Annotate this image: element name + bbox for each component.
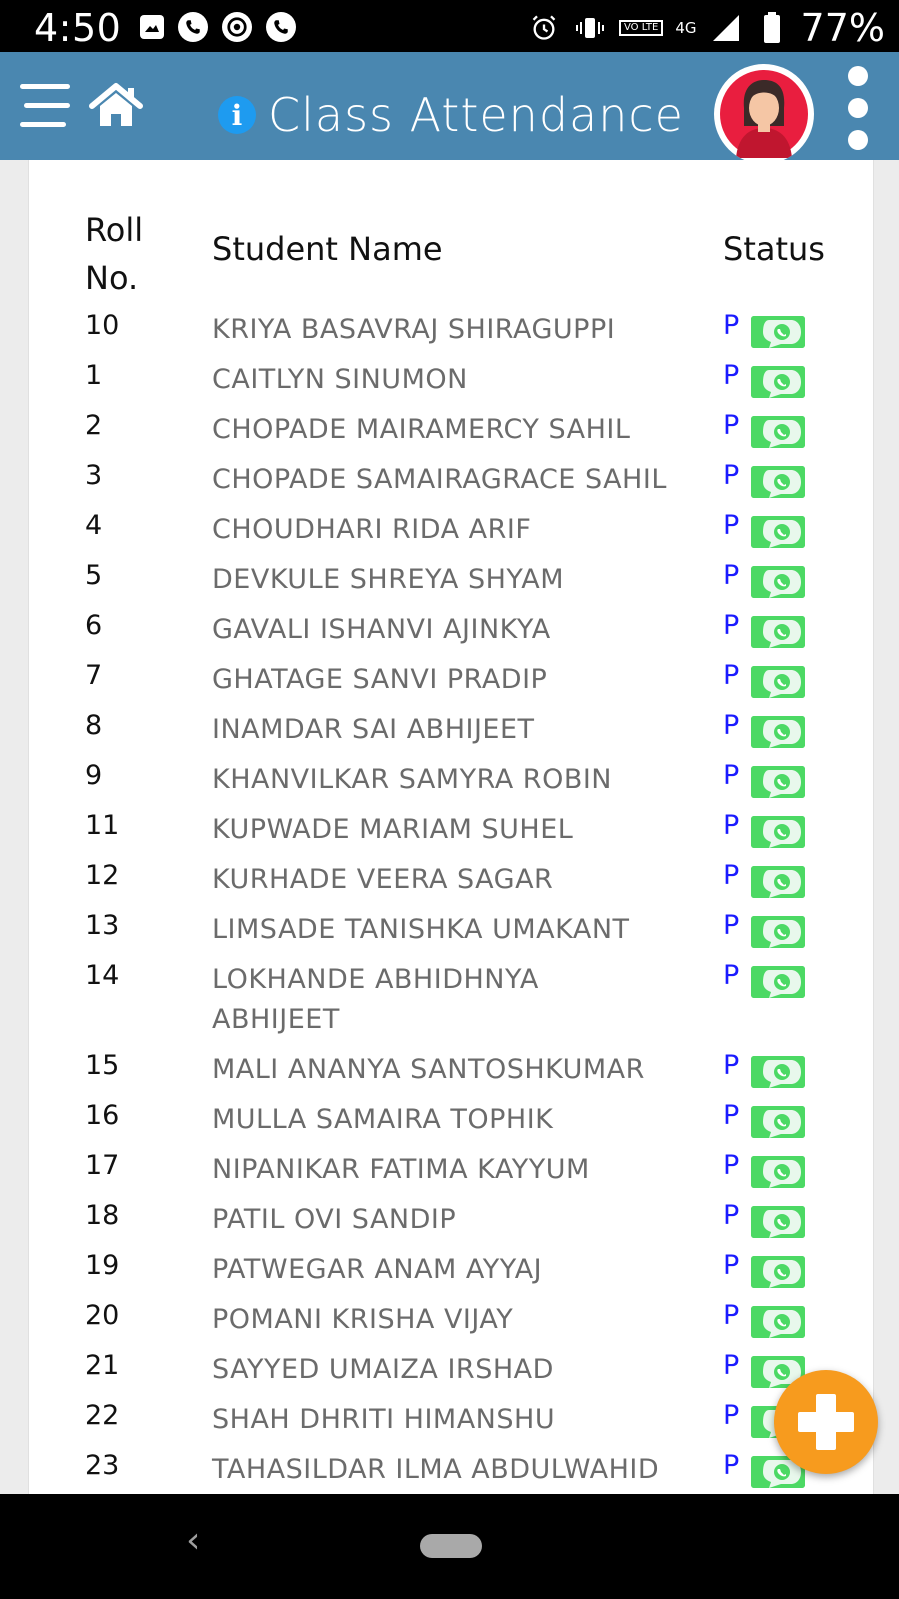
whatsapp-icon[interactable] <box>751 816 805 848</box>
gallery-icon <box>140 15 164 39</box>
student-name: KURHADE VEERA SAGAR <box>212 864 554 895</box>
table-row <box>29 810 873 860</box>
roll-number: 5 <box>85 560 103 591</box>
status-present[interactable]: P <box>723 1250 740 1281</box>
table-row <box>29 960 873 1035</box>
roll-number: 8 <box>85 710 103 741</box>
whatsapp-icon[interactable] <box>751 416 805 448</box>
status-present[interactable]: P <box>723 560 740 591</box>
student-name: CHOPADE MAIRAMERCY SAHIL <box>212 414 631 445</box>
status-present[interactable]: P <box>723 310 740 341</box>
table-row <box>29 1050 873 1100</box>
roll-number: 16 <box>85 1100 120 1131</box>
info-icon[interactable]: i <box>218 96 256 134</box>
hamburger-icon[interactable] <box>20 84 70 130</box>
status-present[interactable]: P <box>723 510 740 541</box>
roll-number: 21 <box>85 1350 120 1381</box>
app-bar <box>0 52 899 160</box>
whatsapp-icon[interactable] <box>751 766 805 798</box>
table-row <box>29 710 873 760</box>
student-name: MALI ANANYA SANTOSHKUMAR <box>212 1054 645 1085</box>
student-name: PATIL OVI SANDIP <box>212 1204 457 1235</box>
status-present[interactable]: P <box>723 1150 740 1181</box>
whatsapp-icon[interactable] <box>751 1206 805 1238</box>
home-pill[interactable] <box>420 1534 482 1558</box>
status-present[interactable]: P <box>723 760 740 791</box>
roll-number: 18 <box>85 1200 120 1231</box>
alarm-icon <box>527 11 561 45</box>
status-present[interactable]: P <box>723 660 740 691</box>
status-present[interactable]: P <box>723 1100 740 1131</box>
student-name: LOKHANDE ABHIDHNYA ABHIJEET <box>212 964 539 1035</box>
table-row <box>29 1350 873 1400</box>
table-row <box>29 610 873 660</box>
roll-number: 11 <box>85 810 120 841</box>
roll-number: 15 <box>85 1050 120 1081</box>
whatsapp-icon[interactable] <box>751 1256 805 1288</box>
vibrate-icon <box>573 11 607 45</box>
table-row <box>29 1100 873 1150</box>
table-row <box>29 760 873 810</box>
student-name: KUPWADE MARIAM SUHEL <box>212 814 574 845</box>
status-present[interactable]: P <box>723 460 740 491</box>
system-nav-bar <box>0 1494 899 1599</box>
roll-number: 13 <box>85 910 120 941</box>
whatsapp-icon[interactable] <box>751 566 805 598</box>
roll-number: 22 <box>85 1400 120 1431</box>
header-status: Status <box>723 230 825 268</box>
whatsapp-icon[interactable] <box>751 366 805 398</box>
student-name: PATWEGAR ANAM AYYAJ <box>212 1254 543 1285</box>
status-present[interactable]: P <box>723 1050 740 1081</box>
status-present[interactable]: P <box>723 1200 740 1231</box>
whatsapp-icon[interactable] <box>751 666 805 698</box>
back-icon[interactable]: ‹ <box>186 1520 201 1561</box>
roll-number: 10 <box>85 310 120 341</box>
phone-icon <box>178 12 208 42</box>
table-row <box>29 860 873 910</box>
student-name: SAYYED UMAIZA IRSHAD <box>212 1354 554 1385</box>
student-name: POMANI KRISHA VIJAY <box>212 1304 514 1335</box>
table-row <box>29 1150 873 1200</box>
table-row <box>29 660 873 710</box>
phone-icon <box>266 12 296 42</box>
student-name: INAMDAR SAI ABHIJEET <box>212 714 535 745</box>
table-row <box>29 1250 873 1300</box>
signal-icon <box>709 11 743 45</box>
student-name: GHATAGE SANVI PRADIP <box>212 664 548 695</box>
roll-number: 23 <box>85 1450 120 1481</box>
attendance-card <box>28 160 874 1494</box>
notification-icons <box>140 12 296 42</box>
chrome-icon <box>222 12 252 42</box>
kebab-menu-icon[interactable] <box>848 66 870 162</box>
student-name: CAITLYN SINUMON <box>212 364 468 395</box>
whatsapp-icon[interactable] <box>751 716 805 748</box>
status-present[interactable]: P <box>723 610 740 641</box>
status-present[interactable]: P <box>723 410 740 441</box>
roll-number: 9 <box>85 760 103 791</box>
status-present[interactable]: P <box>723 1400 740 1431</box>
student-name: SHAH DHRITI HIMANSHU <box>212 1404 556 1435</box>
whatsapp-icon[interactable] <box>751 916 805 948</box>
roll-number: 20 <box>85 1300 120 1331</box>
status-present[interactable]: P <box>723 960 740 991</box>
volte-badge: VO LTE <box>619 20 663 36</box>
status-bar <box>0 0 899 52</box>
status-present[interactable]: P <box>723 810 740 841</box>
table-row <box>29 460 873 510</box>
whatsapp-icon[interactable] <box>751 966 805 998</box>
battery-icon <box>755 11 789 45</box>
whatsapp-icon[interactable] <box>751 616 805 648</box>
status-present[interactable]: P <box>723 1350 740 1381</box>
header-roll: Roll No. <box>85 211 144 297</box>
table-row <box>29 910 873 960</box>
student-name: TAHASILDAR ILMA ABDULWAHID <box>212 1454 660 1485</box>
table-row <box>29 1200 873 1250</box>
roll-number: 12 <box>85 860 120 891</box>
roll-number: 17 <box>85 1150 120 1181</box>
student-name: DEVKULE SHREYA SHYAM <box>212 564 565 595</box>
home-icon[interactable] <box>88 82 144 128</box>
roll-number: 6 <box>85 610 103 641</box>
table-row <box>29 360 873 410</box>
status-present[interactable]: P <box>723 910 740 941</box>
status-present[interactable]: P <box>723 860 740 891</box>
status-present[interactable]: P <box>723 710 740 741</box>
table-row <box>29 410 873 460</box>
table-row <box>29 310 873 360</box>
table-row <box>29 510 873 560</box>
system-icons <box>527 6 885 50</box>
roll-number: 1 <box>85 360 103 391</box>
roll-number: 2 <box>85 410 103 441</box>
network-type: 4G <box>675 19 697 37</box>
roll-number: 7 <box>85 660 103 691</box>
whatsapp-icon[interactable] <box>751 316 805 348</box>
whatsapp-icon[interactable] <box>751 866 805 898</box>
status-present[interactable]: P <box>723 1300 740 1331</box>
table-row <box>29 1400 873 1450</box>
roll-number: 3 <box>85 460 103 491</box>
whatsapp-icon[interactable] <box>751 1306 805 1338</box>
status-present[interactable]: P <box>723 360 740 391</box>
whatsapp-icon[interactable] <box>751 1156 805 1188</box>
student-name: MULLA SAMAIRA TOPHIK <box>212 1104 554 1135</box>
status-present[interactable]: P <box>723 1450 740 1481</box>
add-button[interactable] <box>774 1370 878 1474</box>
header-student-name: Student Name <box>212 230 443 268</box>
battery-percent: 77% <box>800 6 885 50</box>
whatsapp-icon[interactable] <box>751 466 805 498</box>
student-name: KRIYA BASAVRAJ SHIRAGUPPI <box>212 314 616 345</box>
table-row <box>29 560 873 610</box>
student-name: LIMSADE TANISHKA UMAKANT <box>212 914 630 945</box>
student-name: CHOPADE SAMAIRAGRACE SAHIL <box>212 464 667 495</box>
whatsapp-icon[interactable] <box>751 1056 805 1088</box>
table-row <box>29 1450 873 1494</box>
roll-number: 14 <box>85 960 120 991</box>
student-name: KHANVILKAR SAMYRA ROBIN <box>212 764 613 795</box>
student-name: NIPANIKAR FATIMA KAYYUM <box>212 1154 590 1185</box>
status-time: 4:50 <box>34 6 122 50</box>
student-name: GAVALI ISHANVI AJINKYA <box>212 614 551 645</box>
table-row <box>29 1300 873 1350</box>
user-avatar[interactable] <box>714 64 814 164</box>
roll-number: 19 <box>85 1250 120 1281</box>
whatsapp-icon[interactable] <box>751 1106 805 1138</box>
student-name: CHOUDHARI RIDA ARIF <box>212 514 532 545</box>
page-title: Class Attendance <box>268 88 684 142</box>
whatsapp-icon[interactable] <box>751 516 805 548</box>
roll-number: 4 <box>85 510 103 541</box>
